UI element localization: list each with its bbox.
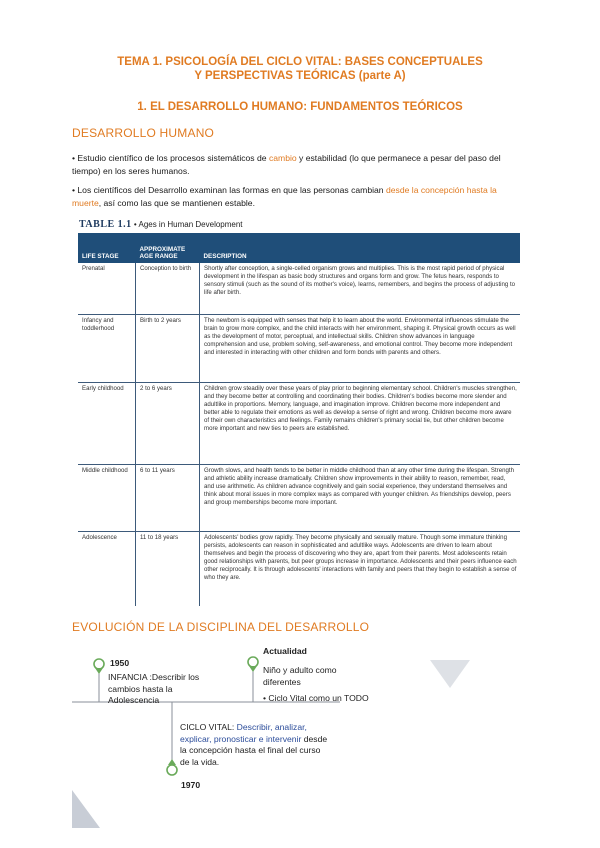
cell-desc: Growth slows, and health tends to be better in middle childhood than at any other time during the lifespan. Strength and athletic ability increase dramatically. Children show improvements in their ability to reason, remember, read, and use arithmetic. As children advance cognitively and gain social experience, they understand themselves and think about moral issues in more complex ways as compared with younger children. As friendships develop, peers and group memberships become more important. bbox=[200, 464, 521, 531]
table-row bbox=[78, 263, 520, 314]
marker-1970-tail bbox=[168, 759, 176, 765]
bullet1-post: y estabilidad (lo que permanece a pesar del paso del tiempo) en los seres humanos. bbox=[72, 153, 501, 176]
cell-stage: Prenatal bbox=[78, 263, 136, 314]
title-line-2: Y PERSPECTIVAS TEÓRICAS (parte A) bbox=[194, 70, 406, 82]
cell-age: Conception to birth bbox=[136, 263, 200, 314]
bullet2-highlight: desde la concepción hasta la muerte bbox=[72, 185, 497, 208]
cell-stage: Adolescence bbox=[78, 531, 136, 606]
bullet2-post: , así como las que se mantienen estable. bbox=[98, 197, 255, 208]
table-row bbox=[78, 314, 520, 382]
cell-age: 2 to 6 years bbox=[136, 382, 200, 464]
bullet1-pre: • Estudio científico de los procesos sistemáticos de bbox=[72, 153, 269, 163]
cell-desc: Children grow steadily over these years of play prior to beginning elementary school. Children's muscles strengthen, and they become better at controlling and coordinating their bodies. Children's bodies become more slender and adultlike in proportions. Memory, language, and imagination improve. Children become more independent and better able to regulate their emotions as well as develop a sense of right and wrong. Children become more aware of their own characteristics and feelings. Family remains children's primary social tie, but other children become more important and new ties to peers are established. bbox=[200, 382, 521, 464]
header-description: DESCRIPTION bbox=[200, 233, 521, 263]
marker-1970 bbox=[167, 765, 177, 775]
table-caption-text: • Ages in Human Development bbox=[131, 220, 243, 229]
section-subtitle: 1. EL DESARROLLO HUMANO: FUNDAMENTOS TEÓRICOS bbox=[137, 101, 463, 113]
year-1970: 1970 bbox=[181, 780, 201, 790]
table-row bbox=[78, 531, 520, 606]
header-age-range: APPROXIMATE AGE RANGE bbox=[136, 233, 200, 263]
bullet2-pre: • Los científicos del Desarrollo examinan las formas en que las personas cambian bbox=[72, 185, 386, 195]
header-life-stage: LIFE STAGE bbox=[78, 233, 136, 263]
table-header-row bbox=[78, 233, 520, 263]
marker-actualidad bbox=[248, 657, 258, 667]
cell-desc: Adolescents' bodies grow rapidly. They become physically and sexually mature. Though some immature thinking persists, adolescents can reason in sophisticated and adultlike ways. Adolescents are driven to learn about themselves and begin the process of discovering who they are, apart from their parents. Most adolescents retain good relationships with parents, but peer groups increase in importance. Adolescents and their peers influence each other reciprocally. It is through adolescents' interactions with family and peers that they begin to establish a sense of who they are. bbox=[204, 533, 517, 581]
year-1950: 1950 bbox=[110, 658, 130, 668]
decor-triangle-right bbox=[430, 660, 470, 688]
table-label: TABLE 1.1 bbox=[79, 219, 132, 230]
actualidad-item-1: Niño y adulto como diferentes bbox=[263, 665, 337, 687]
actualidad-item-2: • Ciclo Vital como un TODO bbox=[263, 693, 369, 703]
cell-age: Birth to 2 years bbox=[136, 314, 200, 382]
decor-triangle-left bbox=[72, 790, 100, 828]
cell-desc: Shortly after conception, a single-celled organism grows and multiplies. This is the most rapid period of physical development in the lifespan as basic body structures and organs form and grow. The fetus hears, responds to sensory stimuli (such as the sound of its mother's voice), learns, remembers, and begins the process of adjusting to life after birth. bbox=[200, 263, 521, 314]
cell-stage: Middle childhood bbox=[78, 464, 136, 531]
cell-stage: Early childhood bbox=[78, 382, 136, 464]
bullet-paragraph-2 bbox=[72, 184, 522, 209]
table-row bbox=[78, 464, 520, 531]
text-1970-rest: desde la concepción hasta el final del curso de la vida. bbox=[180, 733, 328, 767]
marker-1950-tail bbox=[95, 668, 103, 674]
label-actualidad: Actualidad bbox=[263, 646, 307, 656]
page-title bbox=[0, 55, 600, 83]
bullet-paragraph-1 bbox=[72, 152, 522, 177]
heading-desarrollo-humano: DESARROLLO HUMANO bbox=[72, 126, 215, 140]
cell-stage: Infancy and toddlerhood bbox=[78, 314, 136, 382]
cell-age: 6 to 11 years bbox=[136, 464, 200, 531]
text-1970-blue: Describir, analizar, explicar, pronosticar e intervenir bbox=[180, 722, 307, 744]
title-line-1: TEMA 1. PSICOLOGÍA DEL CICLO VITAL: BASES CONCEPTUALES bbox=[117, 56, 483, 68]
label-ciclo-vital: CICLO VITAL: bbox=[180, 722, 235, 732]
text-1970 bbox=[180, 722, 330, 768]
table-row bbox=[78, 382, 520, 464]
text-1950: INFANCIA :Describir los cambios hasta la Adolescencia bbox=[108, 672, 200, 705]
ages-table bbox=[78, 233, 520, 606]
cell-age: 11 to 18 years bbox=[136, 531, 200, 606]
table-caption bbox=[79, 219, 243, 230]
bullet1-highlight: cambio bbox=[268, 153, 297, 163]
heading-evolucion: EVOLUCIÓN DE LA DISCIPLINA DEL DESARROLLO bbox=[72, 620, 370, 634]
marker-actualidad-tail bbox=[249, 666, 257, 672]
marker-1950 bbox=[94, 659, 104, 669]
cell-desc: The newborn is equipped with senses that help it to learn about the world. Environmental influences stimulate the brain to grow more complex, and the child interacts with her environment, shaping it. Physical growth occurs as well as the development of motor, perceptual, and intellectual skills. Children show advances in language comprehension and use, problem solving, self-awareness, and emotional control. They become more independent and interested in interacting with other children and form bonds with parents and others. bbox=[200, 314, 521, 382]
